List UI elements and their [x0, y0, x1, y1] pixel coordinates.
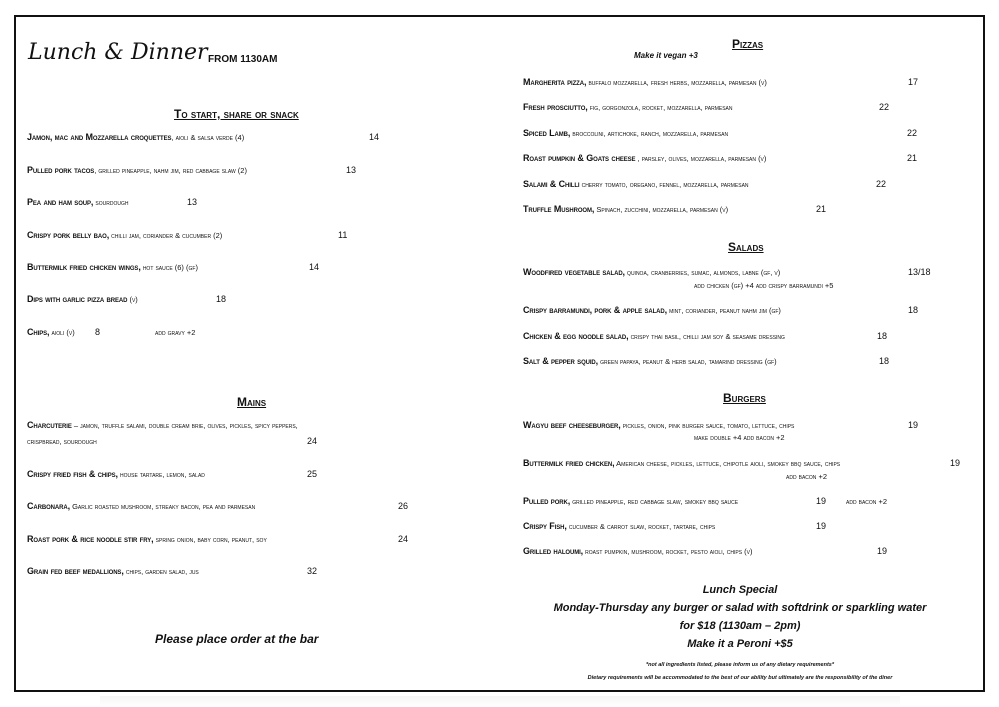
vegan-note: Make it vegan +3: [634, 51, 698, 60]
menu-item: [27, 566, 199, 576]
item-price: 19: [816, 496, 827, 506]
item-name: Woodfired vegetable salad,: [523, 267, 625, 277]
item-name: Crispy fried fish & chips,: [27, 469, 118, 479]
item-price: 25: [307, 469, 318, 479]
item-desc: , aioli & salsa verde (4): [171, 133, 245, 142]
item-extra: make double +4 add bacon +2: [694, 433, 785, 442]
menu-item: [27, 132, 244, 142]
dietary-note: *not all ingredients listed, please inform us of any dietary requirements*: [646, 662, 834, 668]
item-desc: quinoa, cranberries, sumac, almonds, labne (gf, v): [624, 268, 781, 277]
menu-item: [523, 102, 733, 112]
item-desc: – jamon, truffle salami, double cream brie, olives, pickles, spicy peppers,: [71, 421, 298, 430]
item-name: Jamon, mac and Mozzarella croquettes: [27, 132, 172, 142]
menu-item: [523, 331, 785, 341]
item-price: 22: [907, 128, 918, 138]
item-price: 14: [369, 132, 380, 142]
item-desc: cucumber & carrot slaw, rocket, tartare, chips: [566, 522, 716, 531]
item-name: Pea and ham soup,: [27, 197, 94, 207]
item-name: Crispy barramundi, pork & apple salad,: [523, 305, 668, 315]
item-name: Truffle Mushroom,: [523, 204, 595, 214]
menu-item: [523, 305, 781, 315]
item-name: Chips,: [27, 327, 50, 337]
item-price: 13: [346, 165, 357, 175]
menu-item: [27, 327, 75, 337]
item-desc: , parsley, olives, mozzarella, parmesan (v): [635, 154, 767, 163]
item-price: 18: [877, 331, 888, 341]
salads-heading: Salads: [728, 240, 764, 254]
item-price: 24: [307, 436, 318, 446]
item-desc: mint, coriander, peanut nahm jim (gf): [667, 306, 781, 315]
menu-item: [27, 501, 255, 511]
lunch-special-title: Lunch Special: [702, 584, 778, 596]
menu-item: [27, 469, 205, 479]
menu-item: [523, 77, 767, 87]
item-price: 19: [908, 420, 919, 430]
pizzas-heading: Pizzas: [732, 37, 764, 51]
menu-item: [27, 420, 298, 430]
item-extra: add bacon +2: [846, 497, 888, 506]
item-desc: hot sauce (6) (gf): [140, 263, 198, 272]
menu-item: [27, 165, 247, 175]
item-price: 13: [187, 197, 198, 207]
menu-item: [27, 262, 198, 272]
item-price: 8: [95, 327, 101, 337]
item-price: 19: [950, 458, 961, 468]
item-desc: pickles, onion, pink burger sauce, tomato, lettuce, chips: [620, 421, 795, 430]
item-price: 21: [907, 153, 918, 163]
item-name: Salami & Chilli: [523, 179, 580, 189]
item-price: 22: [876, 179, 887, 189]
menu-item: [523, 179, 749, 189]
menu-title: Lunch & Dinner: [28, 40, 208, 65]
item-price: 18: [216, 294, 227, 304]
item-desc: sourdough: [93, 198, 129, 207]
item-price: 32: [307, 566, 318, 576]
menu-hours: FROM 1130AM: [208, 54, 278, 65]
item-desc: grilled pineapple, red cabbage slaw, smokey bbq sauce: [570, 497, 739, 506]
burgers-heading: Burgers: [723, 391, 766, 405]
item-name: Buttermilk fried chicken wings,: [27, 262, 141, 272]
lunch-special-line: Monday-Thursday any burger or salad with softdrink or sparkling water: [553, 602, 927, 614]
menu-item: [523, 420, 794, 430]
item-desc: , grilled pineapple, nahm jim, red cabbage slaw (2): [94, 166, 247, 175]
menu-item: [523, 458, 840, 468]
item-desc: chilli jam, coriander & cucumber (2): [109, 231, 223, 240]
menu-item: [523, 356, 777, 366]
item-price: 18: [908, 305, 919, 315]
item-price: 24: [398, 534, 409, 544]
item-name: Pulled pork tacos: [27, 165, 95, 175]
item-desc: chips, garden salad, jus: [123, 567, 199, 576]
item-desc: green papaya, peanut & herb salad, tamarind dressing (gf): [598, 357, 777, 366]
item-price: 11: [338, 230, 348, 240]
item-name: Roast pumpkin & Goats cheese: [523, 153, 636, 163]
item-price: 22: [879, 102, 890, 112]
item-desc: (v): [127, 295, 138, 304]
item-desc: spring onion, baby corn, peanut, soy: [153, 535, 267, 544]
menu-item: [27, 294, 138, 304]
menu-item: [523, 204, 728, 214]
item-desc: crispy thai basil, chilli jam soy & seasame dressing: [628, 332, 785, 341]
item-price: 26: [398, 501, 409, 511]
menu-item: [27, 534, 267, 544]
menu-item: [523, 521, 715, 531]
item-name: Fresh prosciutto,: [523, 102, 588, 112]
menu-item: [523, 128, 728, 138]
item-price: 19: [877, 546, 888, 556]
item-desc-continued: crispbread, sourdough: [27, 437, 97, 446]
item-desc: Garlic roasted mushroom, streaky bacon, pea and parmesan: [70, 502, 256, 511]
item-name: Dips with garlic pizza bread: [27, 294, 128, 304]
item-extra: add bacon +2: [786, 472, 828, 481]
item-name: Carbonara,: [27, 501, 70, 511]
dietary-disclaimer: Dietary requirements will be accommodated to the best of our ability but ultimately are the responsibility of the diner: [587, 675, 893, 681]
item-extra: add gravy +2: [155, 328, 196, 337]
menu-item: [523, 153, 766, 163]
item-price: 14: [309, 262, 320, 272]
item-desc: buffalo mozzarella, fresh herbs, mozzarella, parmesan (v): [586, 78, 767, 87]
item-desc: cherry tomato, oregano, fennel, mozzarella, parmesan: [579, 180, 749, 189]
starters-heading: To start, share or snack: [174, 107, 299, 121]
item-price: 13/18: [908, 267, 931, 277]
item-name: Margherita pizza,: [523, 77, 587, 87]
menu-item: [523, 496, 738, 506]
item-desc: American cheese, pickles, lettuce, chipotle aioli, smokey bbq sauce, chips: [614, 459, 841, 468]
item-desc: fig, gorgonzola, rocket, mozzarella, parmesan: [587, 103, 733, 112]
item-price: 19: [816, 521, 827, 531]
item-name: Chicken & egg noodle salad,: [523, 331, 629, 341]
peroni-upgrade: Make it a Peroni +$5: [687, 638, 793, 650]
item-name: Grilled haloumi,: [523, 546, 584, 556]
menu-item: [27, 197, 128, 207]
item-name: Buttermilk fried chicken,: [523, 458, 615, 468]
item-extra: add chicken (gf) +4 add crispy barramundi +5: [694, 281, 834, 290]
item-name: Wagyu beef cheeseburger,: [523, 420, 621, 430]
item-desc: Spinach, zucchini, mozzarella, parmesan (v): [594, 205, 729, 214]
item-price: 18: [879, 356, 890, 366]
item-name: Pulled pork,: [523, 496, 571, 506]
item-name: Roast pork & rice noodle stir fry,: [27, 534, 154, 544]
item-name: Crispy Fish,: [523, 521, 567, 531]
item-price: 17: [908, 77, 919, 87]
mains-heading: Mains: [237, 395, 267, 409]
menu-item: [523, 546, 752, 556]
item-desc: aioli (v): [49, 328, 75, 337]
menu-item: [27, 230, 222, 240]
item-desc: broccolini, artichoke, ranch, mozzarella, parmesan: [570, 129, 729, 138]
menu-item: [523, 267, 780, 277]
item-name: Charcuterie: [27, 420, 72, 430]
item-name: Salt & pepper squid,: [523, 356, 599, 366]
item-name: Grain fed beef medallions,: [27, 566, 124, 576]
lunch-special-price: for $18 (1130am – 2pm): [679, 620, 801, 632]
item-price: 21: [816, 204, 827, 214]
order-note: Please place order at the bar: [155, 632, 319, 646]
item-name: Spiced Lamb,: [523, 128, 571, 138]
item-desc: roast pumpkin, mushroom, rocket, pesto aioli, chips (v): [583, 547, 753, 556]
item-desc: house tartare, lemon, salad: [117, 470, 205, 479]
page-shadow: [100, 696, 900, 707]
item-name: Crispy pork belly bao,: [27, 230, 110, 240]
